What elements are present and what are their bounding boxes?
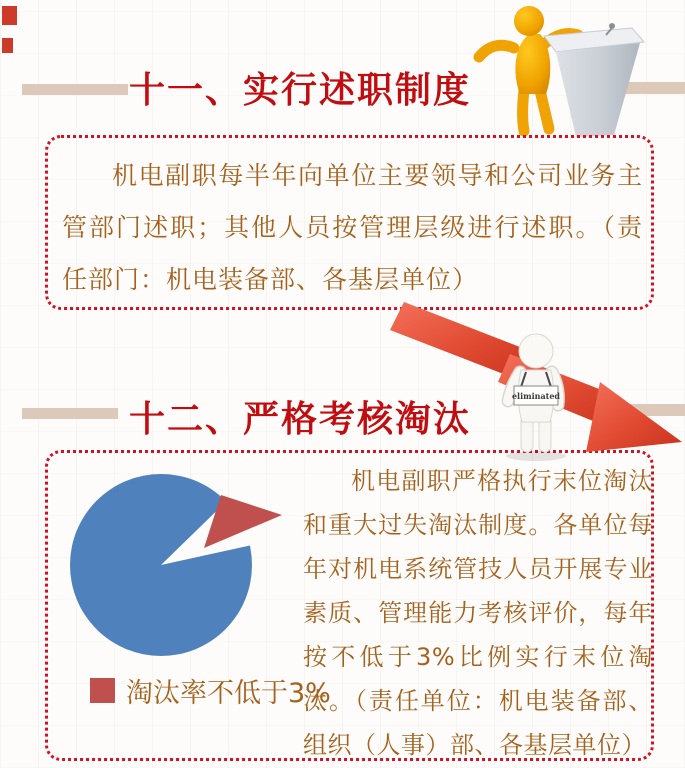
corner-red-square-small xyxy=(2,38,13,53)
section11-title: 十一、实行述职制度 xyxy=(128,70,471,111)
section12-title: 十二、严格考核淘汰 xyxy=(128,399,471,440)
section12-body-text: 机电副职严格执行末位淘汰和重大过失淘汰制度。各单位每年对机电系统管技人员开展专业素质、管理能力考核评价，每年按不低于3%比例实行末位淘汰。（责任单位：机电装备部、组织（人事）部、各基层单位） xyxy=(303,467,653,759)
speaker-at-podium-icon xyxy=(452,2,652,142)
eliminated-figure-icon xyxy=(486,328,586,463)
pie-legend xyxy=(90,671,331,710)
header-rule-left-2 xyxy=(22,408,118,419)
section12-content-box xyxy=(45,450,654,761)
legend-color-swatch xyxy=(90,678,115,703)
section11-body-text: 机电副职每半年向单位主要领导和公司业务主管部门述职；其他人员按管理层级进行述职。（责任部门：机电装备部、各基层单位） xyxy=(62,161,643,294)
corner-red-square xyxy=(2,6,17,25)
section11-text-box xyxy=(45,135,654,310)
legend-label: 淘汰率不低于3% xyxy=(126,678,331,709)
eliminated-sign-text: eliminated xyxy=(511,391,561,401)
